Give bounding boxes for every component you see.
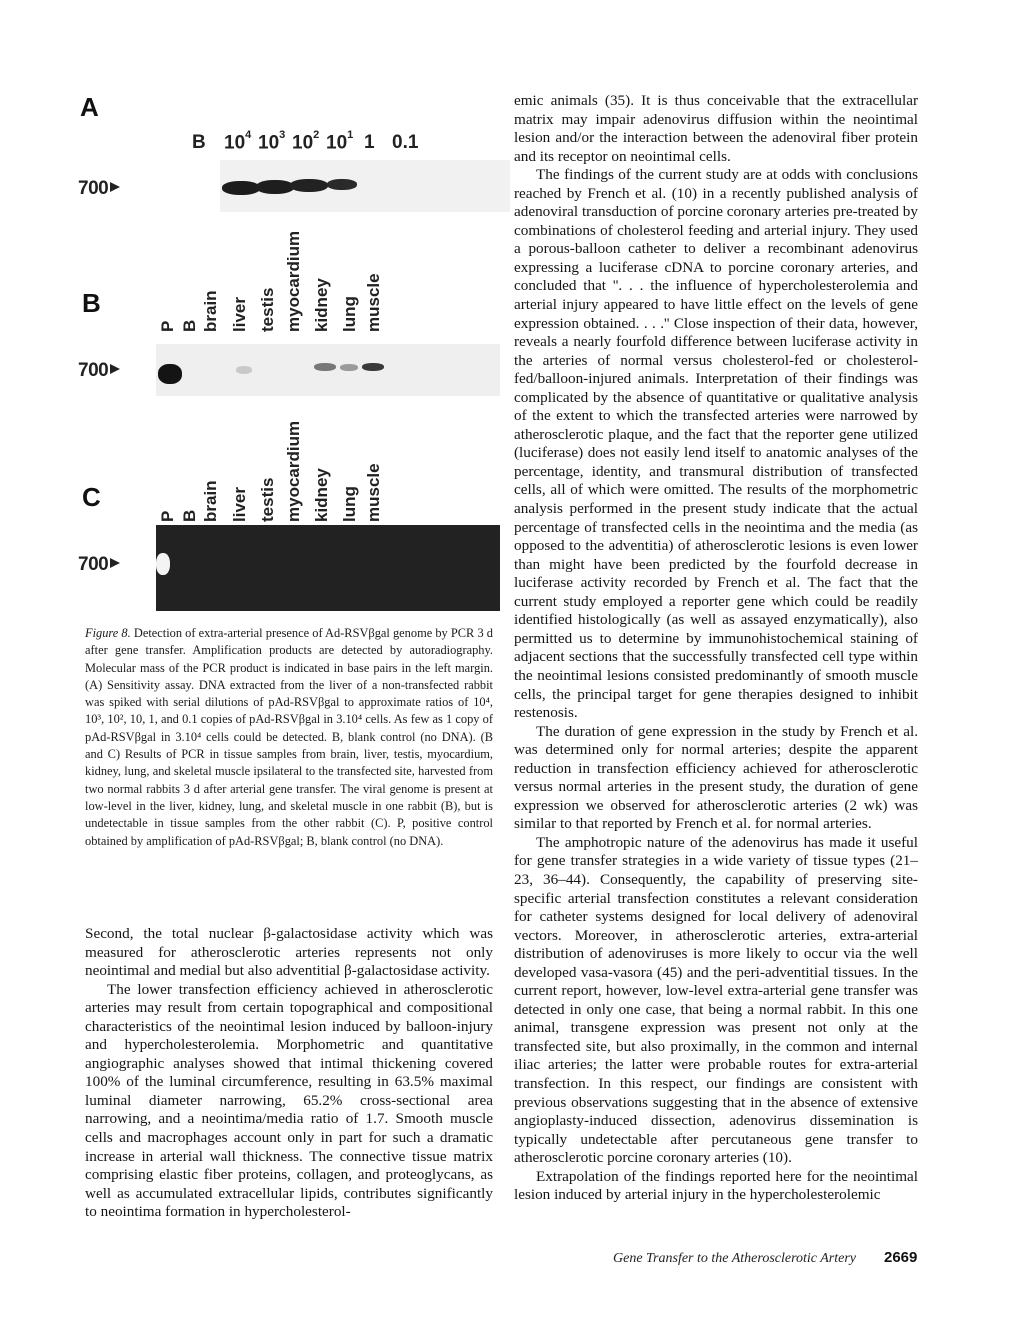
gel-band — [340, 364, 358, 371]
right-column — [514, 92, 918, 1205]
panel-a-gel — [220, 160, 510, 212]
paragraph: emic animals (35). It is thus conceivable that the extracellular matrix may impair adenovirus diffusion within the neointimal lesion and/or the interaction between the adenoviral fiber protein and its receptor on neointimal cells. — [514, 92, 918, 165]
gel-band — [327, 179, 357, 190]
marker-arrow-icon — [110, 182, 120, 192]
lane-label-myocardium: myocardium — [284, 230, 303, 332]
lane-label-b: B — [180, 319, 199, 332]
paragraph: The findings of the current study are at odds with conclusions reached by French et al. (10) in a recently published analysis of adenoviral transduction of porcine coronary arteries pre-treated by combinations of cholesterol feeding and arterial injury. They used a porous-balloon catheter to deliver a recombinant adenovirus expressing a luciferase cDNA to porcine coronary arteries, and concluded that ''. . . the influence of hypercholesterolemia and arterial injury appeared to have little effect on the levels of gene expression obtained. . . .'' Close inspection of their data, however, reveals a nearly fourfold difference between luciferase activity in the arteries of normal versus cholesterol-fed or cholesterol-fed/balloon-injured animals. Interpretation of their findings was complicated by the absence of quantitative or qualitative analysis of the extent to which the transfected arteries were narrowed by atherosclerotic plaque, and the fact that the reporter gene utilized (luciferase) does not easily lend itself to anatomic analyses of the percentage, identity, and transmural distribution of transfected cells, all of which were omitted. The results of the morphometric analysis performed in the present study indicate that the actual percentage of transfected cells in the neointima and the media (as opposed to the adventitia) of atherosclerotic lesions is even lower than might have been predicted by the fourfold decrease in luciferase activity recorded by French et al. The fact that the current study employed a reporter gene which could be readily identified histologically (as well as assayed enzymatically), also permitted us to determine by immunohistochemical staining of adjacent sections that the successfully transfected cell type within the neointimal lesions consisted predominantly of smooth muscle cells, the principal target for gene therapies designed to inhibit restenosis. — [514, 166, 918, 722]
marker-arrow-icon — [110, 558, 120, 568]
lane-label-testis: testis — [258, 477, 277, 522]
page-number: 2669 — [884, 1249, 918, 1266]
lane-label-kidney: kidney — [312, 468, 331, 522]
paragraph: The lower transfection efficiency achieved in atherosclerotic arteries may result from certain topographical and compositional characteristics of the neointimal lesion induced by balloon-injury and hypercholesterolemia. Morphometric and quantitative angiographic analyses showed that intimal thickening covered 100% of the luminal circumference, resulting in 63.5% maximal luminal diameter narrowing, 65.2% cross-sectional area narrowing, and a neointima/media ratio of 1.7. Smooth muscle cells and macrophages account only in part for such a dramatic increase in arterial wall thickness. The connective tissue matrix comprising elastic fiber proteins, collagen, and proteoglycans, as well as accumulated extracellular lipids, contributes significantly to neointima formation in hypercholesterol- — [85, 980, 493, 1221]
running-title: Gene Transfer to the Atherosclerotic Artery — [613, 1251, 857, 1266]
lane-label-lung: lung — [340, 486, 359, 522]
left-column — [85, 925, 493, 1222]
panel-a-size-marker: 700 — [78, 178, 120, 200]
lane-label-brain: brain — [201, 480, 220, 522]
gel-band — [236, 366, 252, 374]
lane-label-10e3: $10^3$ — [258, 129, 286, 154]
lane-label-liver: liver — [230, 487, 249, 522]
lane-label-p: P — [158, 510, 177, 522]
lane-label-b: B — [180, 509, 199, 522]
lane-label-10e1: $10^1$ — [326, 129, 354, 154]
panel-c-size-marker: 700 — [78, 554, 120, 576]
gel-band — [362, 363, 384, 371]
marker-arrow-icon — [110, 364, 120, 374]
figure-8 — [80, 92, 500, 612]
lane-label-p: P — [158, 320, 177, 332]
gel-band — [314, 363, 336, 371]
lane-label-kidney: kidney — [312, 278, 331, 332]
lane-label-10e4: $10^4$ — [224, 129, 252, 154]
lane-label-10e2: $10^2$ — [292, 129, 320, 154]
gel-band — [158, 364, 182, 384]
lane-label-myocardium: myocardium — [284, 420, 303, 522]
paragraph: The amphotropic nature of the adenovirus has made it useful for gene transfer strategies in a wide variety of tissue types (21–23, 36–44). Consequently, the capability of preserving site-specific arterial transfection constitutes a relevant consideration for catheter systems designed for local delivery of adenoviral vectors. Moreover, in atherosclerotic arteries, extra-arterial distribution of adenoviruses is more likely to occur via the well developed vasa-vasora (45) and the peri-adventitial tissues. In the current report, however, low-level extra-arterial gene transfer was detected in only one case, that being a normal rabbit. In this one animal, transgene expression was present not only at the transfected site, but also proximally, in the common and internal iliac arteries; the latter were probable routes for extra-arterial transfection. In this respect, our findings are consistent with previous observations suggesting that in the absence of extensive angioplasty-induced dissection, adenovirus dissemination is typically undetectable after percutaneous gene transfer to atherosclerotic porcine coronary arteries (10). — [514, 833, 918, 1167]
lane-label-brain: brain — [201, 290, 220, 332]
lane-label-0-1: 0.1 — [392, 132, 419, 153]
lane-label-lung: lung — [340, 296, 359, 332]
panel-c-gel — [156, 525, 500, 611]
gel-band — [156, 553, 170, 575]
panel-c-letter: C — [82, 482, 101, 512]
figure-caption — [85, 625, 493, 850]
caption-text: Detection of extra-arterial presence of Ad-RSVβgal genome by PCR 3 d after gene transfer. Amplification products are detected by autoradiography. Molecular mass of the PCR product is indicated in base pairs in the left margin. (A) Sensitivity assay. DNA extracted from the liver of a non-transfected rabbit was spiked with serial dilutions of pAd-RSVβgal to approximate ratios of 10⁴, 10³, 10², 10, 1, and 0.1 copies of pAd-RSVβgal in 3.10⁴ cells. As few as 1 copy of pAd-RSVβgal in 3.10⁴ cells could be detected. B, blank control (no DNA). (B and C) Results of PCR in tissue samples from brain, liver, testis, myocardium, kidney, lung, and skeletal muscle ipsilateral to the transfected site, harvested from two normal rabbits 3 d after arterial gene transfer. The viral genome is present at low-level in the liver, kidney, lung, and skeletal muscle in one rabbit (B), but is undetectable in tissue samples from the other rabbit (C). P, positive control obtained by amplification of pAd-RSVβgal; B, blank control (no DNA). — [85, 626, 494, 848]
panel-a-letter: A — [80, 92, 99, 122]
lane-label-1: 1 — [364, 132, 375, 153]
panel-b-size-marker: 700 — [78, 360, 120, 382]
paragraph: Extrapolation of the findings reported here for the neointimal lesion induced by arterial injury in the hypercholesterolemic — [514, 1167, 918, 1204]
paragraph: The duration of gene expression in the study by French et al. was determined only for normal arteries; despite the apparent reduction in transfection efficiency achieved for atherosclerotic versus normal arteries in the present study, the duration of gene expression we observed for atherosclerotic arteries (2 wk) was similar to that reported by French et al. for normal arteries. — [514, 722, 918, 833]
lane-label-testis: testis — [258, 287, 277, 332]
lane-label-muscle: muscle — [364, 463, 383, 522]
gel-band — [256, 180, 294, 194]
paragraph: Second, the total nuclear β-galactosidase activity which was measured for atherosclerotic arteries represents not only neointimal and medial but also adventitial β-galactosidase activity. — [85, 925, 493, 980]
figure-label: Figure 8. — [85, 626, 131, 640]
lane-label-liver: liver — [230, 297, 249, 332]
gel-band — [222, 181, 260, 195]
gel-band — [290, 179, 328, 192]
panel-b-letter: B — [82, 288, 101, 318]
lane-label-blank: B — [192, 132, 206, 153]
panel-b-gel — [156, 344, 500, 396]
lane-label-muscle: muscle — [364, 273, 383, 332]
